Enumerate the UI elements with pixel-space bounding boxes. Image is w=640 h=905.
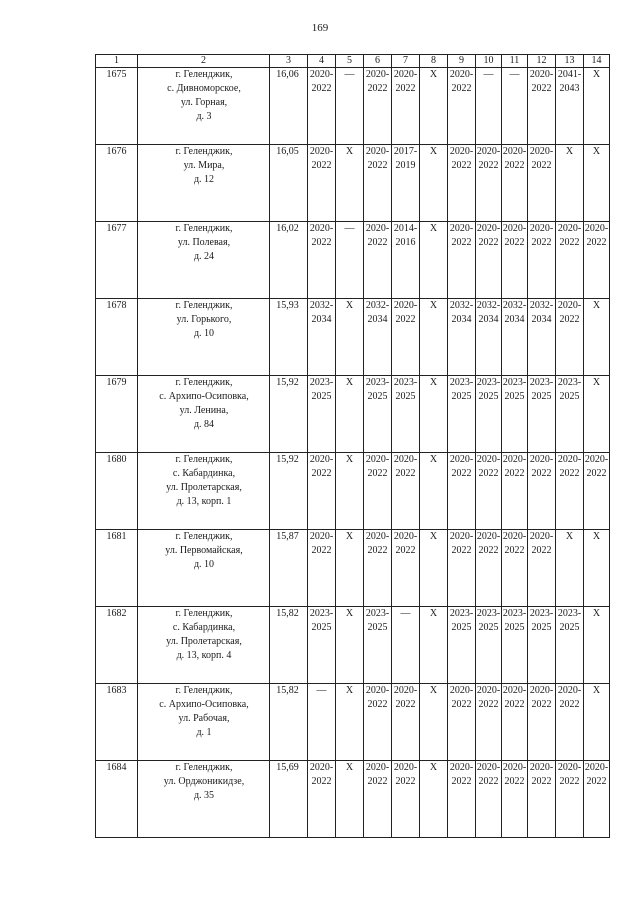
table-row [96,68,610,145]
period-cell: X [420,68,448,145]
period-cell: 2020- 2022 [502,761,528,838]
period-cell: X [336,376,364,453]
period-cell: 2032- 2034 [476,299,502,376]
address-cell: г. Геленджик, с. Архипо-Осиповка, ул. Рабочая, д. 1 [138,684,270,761]
period-cell: 2032- 2034 [308,299,336,376]
period-cell: X [336,684,364,761]
period-cell: 2020- 2022 [476,684,502,761]
period-cell: X [336,299,364,376]
header-row [96,55,610,68]
period-cell: 2020- 2022 [364,530,392,607]
area-cell: 15,92 [270,376,308,453]
period-cell: 2020- 2022 [556,684,584,761]
period-cell: 2020- 2022 [308,145,336,222]
table-row [96,376,610,453]
area-cell: 15,93 [270,299,308,376]
column-header: 7 [392,55,420,68]
period-cell: 2020- 2022 [364,453,392,530]
period-cell: 2020- 2022 [502,684,528,761]
address-cell: г. Геленджик, ул. Горького, д. 10 [138,299,270,376]
period-cell: — [502,68,528,145]
period-cell: 2020- 2022 [392,68,420,145]
area-cell: 15,87 [270,530,308,607]
period-cell: 2020- 2022 [556,222,584,299]
period-cell: 2020- 2022 [448,530,476,607]
period-cell: 2020- 2022 [528,222,556,299]
table-row [96,761,610,838]
area-cell: 16,06 [270,68,308,145]
period-cell: X [336,145,364,222]
table-row [96,530,610,607]
period-cell: 2020- 2022 [448,453,476,530]
address-cell: г. Геленджик, с. Дивноморское, ул. Горная, д. 3 [138,68,270,145]
address-cell: г. Геленджик, ул. Орджоникидзе, д. 35 [138,761,270,838]
period-cell: 2020- 2022 [556,453,584,530]
row-number-cell: 1683 [96,684,138,761]
period-cell: 2020- 2022 [364,145,392,222]
period-cell: 2020- 2022 [502,530,528,607]
period-cell: 2023- 2025 [528,376,556,453]
period-cell: 2032- 2034 [448,299,476,376]
period-cell: 2023- 2025 [502,607,528,684]
period-cell: X [584,145,610,222]
table-row [96,145,610,222]
period-cell: 2020- 2022 [476,453,502,530]
period-cell: 2020- 2022 [476,761,502,838]
period-cell: 2023- 2025 [476,376,502,453]
table-row [96,299,610,376]
period-cell: 2020- 2022 [392,761,420,838]
period-cell: 2020- 2022 [392,530,420,607]
address-cell: г. Геленджик, с. Архипо-Осиповка, ул. Ленина, д. 84 [138,376,270,453]
area-cell: 16,05 [270,145,308,222]
period-cell: X [584,684,610,761]
address-cell: г. Геленджик, ул. Первомайская, д. 10 [138,530,270,607]
period-cell: 2032- 2034 [528,299,556,376]
period-cell: 2023- 2025 [448,376,476,453]
period-cell: X [420,222,448,299]
period-cell: X [420,145,448,222]
period-cell: X [420,530,448,607]
period-cell: 2023- 2025 [364,607,392,684]
address-cell: г. Геленджик, с. Кабардинка, ул. Пролетарская, д. 13, корп. 1 [138,453,270,530]
period-cell: 2020- 2022 [476,145,502,222]
table-row [96,453,610,530]
period-cell: 2023- 2025 [364,376,392,453]
area-cell: 15,82 [270,684,308,761]
period-cell: X [584,607,610,684]
period-cell: 2020- 2022 [308,761,336,838]
period-cell: 2020- 2022 [528,530,556,607]
period-cell: 2020- 2022 [308,530,336,607]
period-cell: 2020- 2022 [392,684,420,761]
period-cell: X [336,761,364,838]
row-number-cell: 1684 [96,761,138,838]
area-cell: 15,82 [270,607,308,684]
period-cell: 2020- 2022 [502,145,528,222]
period-cell: 2023- 2025 [308,607,336,684]
period-cell: 2020- 2022 [584,222,610,299]
table-row [96,607,610,684]
period-cell: 2041- 2043 [556,68,584,145]
period-cell: 2023- 2025 [528,607,556,684]
period-cell: 2023- 2025 [556,376,584,453]
column-header: 3 [270,55,308,68]
column-header: 8 [420,55,448,68]
row-number-cell: 1675 [96,68,138,145]
address-cell: г. Геленджик, ул. Полевая, д. 24 [138,222,270,299]
column-header: 6 [364,55,392,68]
address-cell: г. Геленджик, с. Кабардинка, ул. Пролетарская, д. 13, корп. 4 [138,607,270,684]
period-cell: 2023- 2025 [392,376,420,453]
registry-table [95,54,610,838]
period-cell: — [308,684,336,761]
column-header: 12 [528,55,556,68]
address-cell: г. Геленджик, ул. Мира, д. 12 [138,145,270,222]
row-number-cell: 1678 [96,299,138,376]
period-cell: X [420,453,448,530]
area-cell: 15,92 [270,453,308,530]
period-cell: — [336,222,364,299]
column-header: 10 [476,55,502,68]
period-cell: X [336,607,364,684]
period-cell: 2020- 2022 [584,453,610,530]
period-cell: 2032- 2034 [364,299,392,376]
period-cell: 2020- 2022 [502,453,528,530]
row-number-cell: 1681 [96,530,138,607]
column-header: 4 [308,55,336,68]
period-cell: 2017- 2019 [392,145,420,222]
period-cell: X [556,530,584,607]
column-header: 11 [502,55,528,68]
period-cell: 2020- 2022 [448,684,476,761]
period-cell: 2020- 2022 [476,222,502,299]
column-header: 13 [556,55,584,68]
period-cell: 2020- 2022 [556,761,584,838]
period-cell: X [336,530,364,607]
period-cell: 2020- 2022 [528,145,556,222]
period-cell: 2020- 2022 [448,68,476,145]
period-cell: 2023- 2025 [502,376,528,453]
period-cell: 2020- 2022 [364,222,392,299]
period-cell: 2020- 2022 [308,68,336,145]
period-cell: 2020- 2022 [364,68,392,145]
period-cell: 2023- 2025 [308,376,336,453]
period-cell: — [336,68,364,145]
column-header: 1 [96,55,138,68]
column-header: 14 [584,55,610,68]
period-cell: X [584,68,610,145]
period-cell: X [420,376,448,453]
period-cell: 2020- 2022 [364,684,392,761]
row-number-cell: 1676 [96,145,138,222]
area-cell: 15,69 [270,761,308,838]
row-number-cell: 1680 [96,453,138,530]
period-cell: X [336,453,364,530]
period-cell: 2020- 2022 [528,684,556,761]
period-cell: 2020- 2022 [448,145,476,222]
period-cell: 2023- 2025 [476,607,502,684]
period-cell: X [420,684,448,761]
table-row [96,222,610,299]
period-cell: 2023- 2025 [448,607,476,684]
period-cell: 2020- 2022 [528,453,556,530]
row-number-cell: 1679 [96,376,138,453]
period-cell: 2032- 2034 [502,299,528,376]
table-row [96,684,610,761]
period-cell: X [584,376,610,453]
period-cell: 2020- 2022 [556,299,584,376]
period-cell: X [420,761,448,838]
column-header: 2 [138,55,270,68]
period-cell: 2020- 2022 [392,299,420,376]
page-number: 169 [311,22,329,34]
area-cell: 16,02 [270,222,308,299]
period-cell: — [476,68,502,145]
period-cell: X [420,607,448,684]
period-cell: 2020- 2022 [448,222,476,299]
period-cell: 2020- 2022 [392,453,420,530]
period-cell: — [392,607,420,684]
period-cell: 2020- 2022 [528,761,556,838]
column-header: 9 [448,55,476,68]
period-cell: X [584,299,610,376]
period-cell: 2020- 2022 [448,761,476,838]
row-number-cell: 1682 [96,607,138,684]
period-cell: 2020- 2022 [476,530,502,607]
period-cell: 2020- 2022 [308,222,336,299]
table-body [96,55,610,838]
period-cell: 2020- 2022 [502,222,528,299]
row-number-cell: 1677 [96,222,138,299]
period-cell: 2023- 2025 [556,607,584,684]
period-cell: 2020- 2022 [584,761,610,838]
period-cell: X [556,145,584,222]
column-header: 5 [336,55,364,68]
period-cell: 2020- 2022 [364,761,392,838]
period-cell: X [584,530,610,607]
period-cell: 2020- 2022 [528,68,556,145]
period-cell: 2020- 2022 [308,453,336,530]
period-cell: X [420,299,448,376]
period-cell: 2014- 2016 [392,222,420,299]
